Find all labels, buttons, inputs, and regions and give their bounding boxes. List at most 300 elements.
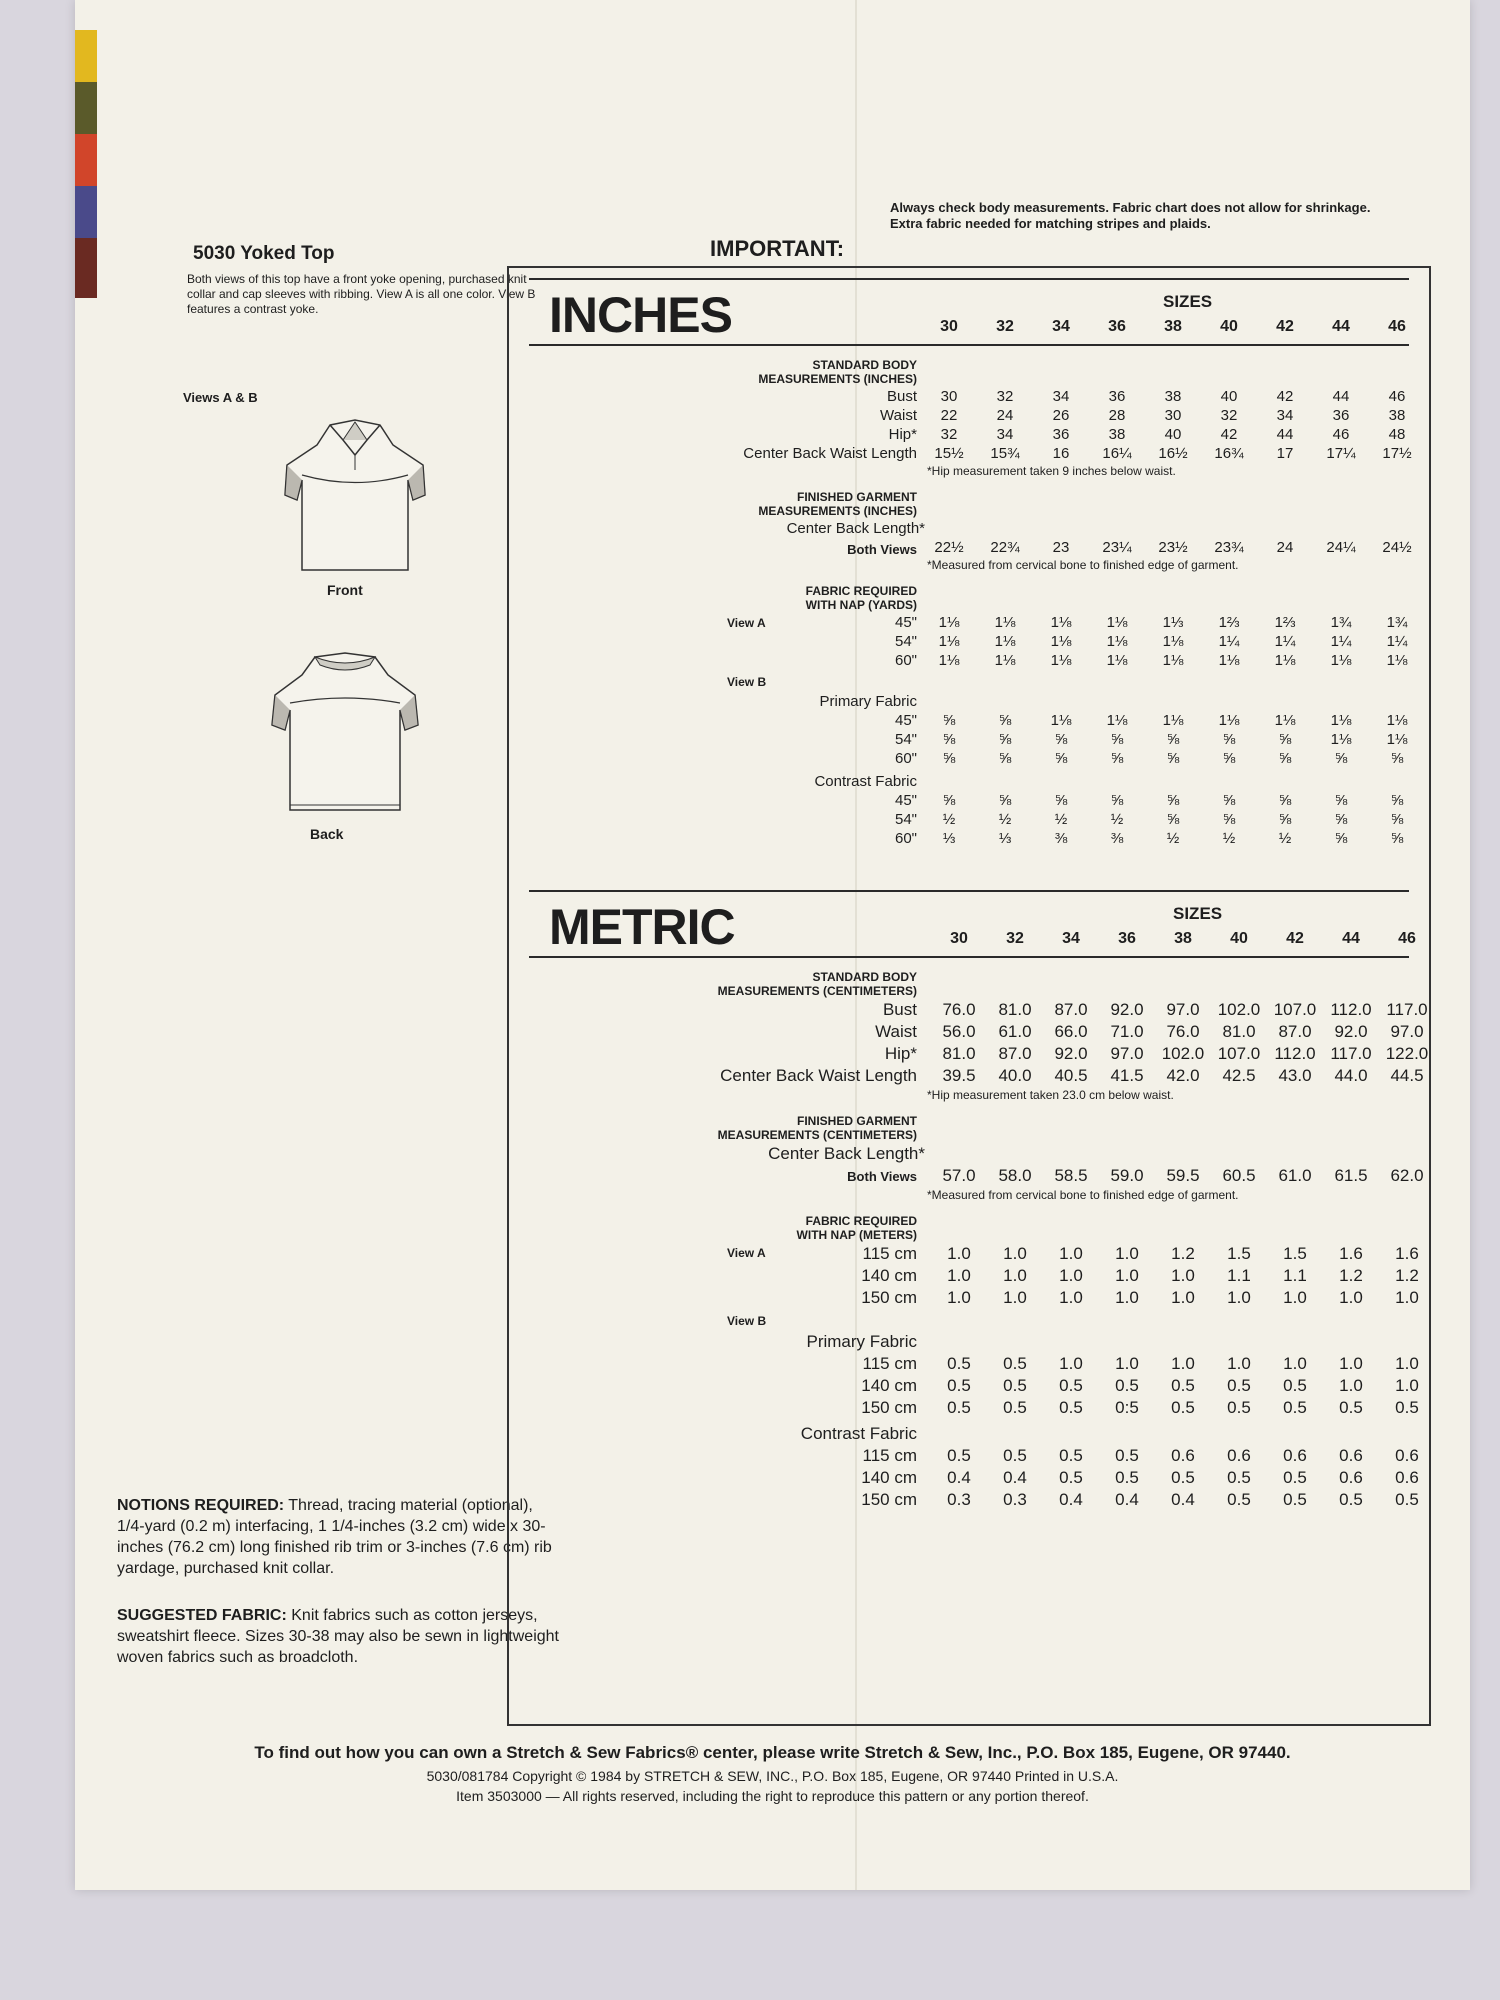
view-a-row-value: 1.0: [1003, 1288, 1027, 1307]
contrast-fabric-row-value: 0.6: [1395, 1446, 1419, 1465]
body-measurement-row-value: 122.0: [1385, 1044, 1429, 1063]
contrast-fabric-row-value: 0.5: [1227, 1490, 1251, 1509]
both-views-value: 22¾: [990, 539, 1020, 556]
primary-fabric-row-value: 1.0: [1339, 1376, 1363, 1395]
header-rule-bottom: [529, 956, 1409, 958]
body-measurement-row-value: 32: [1220, 407, 1238, 424]
primary-fabric-row-value: 0.5: [1227, 1398, 1251, 1417]
pattern-description: Both views of this top have a front yoke opening, purchased knit collar and cap sleeves with ribbing. View A is all one color. View B features a contrast yoke.: [187, 272, 536, 316]
size-header: 44: [1332, 318, 1350, 335]
view-a-row-value: 1.0: [1115, 1288, 1139, 1307]
section-title-line: STANDARD BODY: [812, 970, 917, 984]
body-measurement-row-value: 76.0: [942, 1000, 976, 1019]
body-measurement-row-value: 28: [1108, 407, 1126, 424]
primary-fabric-row-value: 0.5: [1283, 1376, 1307, 1395]
contrast-fabric-row-label: 54": [894, 811, 917, 828]
front-view-sketch: [275, 410, 435, 580]
hip-note: *Hip measurement taken 9 inches below waist.: [927, 464, 1176, 478]
primary-fabric-row-value: ⅝: [1110, 750, 1124, 767]
contrast-fabric-row-value: ⅝: [1054, 792, 1068, 809]
front-caption: Front: [327, 582, 363, 598]
contrast-fabric-row-label: 60": [894, 830, 917, 847]
both-views-value: 24: [1276, 539, 1294, 556]
body-measurement-row-label: Bust: [886, 388, 917, 405]
view-a-row-value: 1.0: [1059, 1288, 1083, 1307]
center-back-length-label: Center Back Length*: [768, 1144, 925, 1163]
size-header: 40: [1220, 318, 1238, 335]
contrast-fabric-row-value: 0.5: [1115, 1446, 1139, 1465]
contrast-fabric-row-value: ⅝: [1390, 811, 1404, 828]
standard-body-title: [509, 358, 917, 386]
pattern-title: 5030 Yoked Top: [193, 243, 335, 264]
views-label: Views A & B: [183, 390, 258, 405]
primary-fabric-row-value: 0:5: [1115, 1398, 1139, 1417]
section-title-line: FINISHED GARMENT: [797, 1114, 917, 1128]
body-measurement-row-value: 117.0: [1330, 1044, 1372, 1063]
section-title-line: FINISHED GARMENT: [797, 490, 917, 504]
view-a-row-value: 1.0: [947, 1266, 971, 1285]
primary-fabric-row-value: 0.5: [1059, 1398, 1083, 1417]
body-measurement-row-value: 34: [1276, 407, 1294, 424]
view-a-row-value: 1⅛: [938, 614, 960, 631]
fabric-required-title: [509, 584, 917, 612]
body-measurement-row-value: 46: [1388, 388, 1406, 405]
size-header: 40: [1230, 930, 1248, 947]
body-measurement-row-value: 40: [1220, 388, 1238, 405]
primary-fabric-row-value: 1⅛: [1386, 712, 1408, 729]
size-header: 36: [1118, 930, 1136, 947]
primary-fabric-row-value: ⅝: [998, 712, 1012, 729]
body-measurement-row-label: Waist: [875, 1022, 917, 1041]
contrast-fabric-row-value: 0.5: [1227, 1468, 1251, 1487]
view-a-row-value: 1⅛: [994, 633, 1016, 650]
primary-fabric-row-value: 0.5: [1115, 1376, 1139, 1395]
view-a-row-value: 1.0: [1227, 1288, 1251, 1307]
header-rule-top: [529, 890, 1409, 892]
view-a-row-value: 1⅛: [1050, 614, 1072, 631]
body-measurement-row-value: 61.0: [998, 1022, 1032, 1041]
body-measurement-row-value: 17½: [1382, 445, 1412, 462]
body-measurement-row-value: 36: [1332, 407, 1350, 424]
finished-garment-title: [509, 490, 917, 518]
body-measurement-row-value: 36: [1108, 388, 1126, 405]
contrast-fabric-row-value: ⅓: [998, 830, 1012, 847]
standard-body-title: [509, 970, 917, 998]
view-a-row-value: 1.0: [947, 1244, 971, 1263]
view-a-row-value: 1⅛: [1106, 652, 1128, 669]
primary-fabric-row-value: 1⅛: [1162, 712, 1184, 729]
body-measurement-row-value: 30: [940, 388, 958, 405]
primary-fabric-row-value: 0.5: [1227, 1376, 1251, 1395]
primary-fabric-row-value: 0.5: [1003, 1354, 1027, 1373]
center-back-length-label: Center Back Length*: [786, 520, 925, 537]
size-header: 32: [996, 318, 1014, 335]
suggested-fabric: [117, 1605, 562, 1668]
header-rule-bottom: [529, 344, 1409, 346]
body-measurement-row-value: 16½: [1158, 445, 1188, 462]
contrast-fabric-row-value: 0.4: [1059, 1490, 1083, 1509]
notions-required: [117, 1495, 562, 1579]
primary-fabric-row-value: 0.5: [1003, 1376, 1027, 1395]
body-measurement-row-value: 42.0: [1166, 1066, 1200, 1085]
contrast-fabric-row-label: 150 cm: [861, 1490, 917, 1509]
contrast-fabric-row-value: ⅝: [1278, 792, 1292, 809]
view-a-row-value: 1⅛: [994, 614, 1016, 631]
primary-fabric-row-value: ⅝: [942, 731, 956, 748]
sizes-label: SIZES: [1173, 904, 1223, 923]
view-a-row-value: 1⅛: [1162, 633, 1184, 650]
section-title-line: MEASUREMENTS (INCHES): [758, 372, 917, 386]
contrast-fabric-row-value: 0.3: [1003, 1490, 1027, 1509]
view-a-row-value: 1⅛: [1274, 652, 1296, 669]
contrast-fabric-row-value: 0.6: [1227, 1446, 1251, 1465]
body-measurement-row-value: 32: [996, 388, 1014, 405]
body-measurement-row-label: Bust: [882, 1000, 917, 1019]
primary-fabric-row-value: ⅝: [1390, 750, 1404, 767]
body-measurement-row-value: 41.5: [1110, 1066, 1144, 1085]
body-measurement-row-value: 40.5: [1054, 1066, 1088, 1085]
primary-fabric-row-label: 45": [894, 712, 917, 729]
color-band: [75, 186, 97, 246]
primary-fabric-row-value: ⅝: [942, 712, 956, 729]
primary-fabric-row-value: 1.0: [1395, 1376, 1419, 1395]
body-measurement-row-value: 97.0: [1110, 1044, 1144, 1063]
view-a-row-value: 1¼: [1274, 633, 1296, 650]
body-measurement-row-value: 56.0: [942, 1022, 976, 1041]
primary-fabric-row-label: 150 cm: [861, 1398, 917, 1417]
size-header: 34: [1052, 318, 1070, 335]
view-a-row-label: 150 cm: [861, 1288, 917, 1307]
view-a-row-value: 1.1: [1227, 1266, 1251, 1285]
body-measurement-row-value: 36: [1052, 426, 1070, 443]
both-views-value: 24¼: [1326, 539, 1356, 556]
section-title-line: WITH NAP (YARDS): [805, 598, 917, 612]
body-measurement-row-value: 112.0: [1330, 1000, 1372, 1019]
body-measurement-row-value: 15½: [934, 445, 964, 462]
measurement-chart: [507, 266, 1431, 1726]
primary-fabric-row-value: 1.0: [1339, 1354, 1363, 1373]
section-title-line: FABRIC REQUIRED: [805, 1214, 917, 1228]
primary-fabric-row-value: ⅝: [942, 750, 956, 767]
section-title-line: MEASUREMENTS (INCHES): [758, 504, 917, 518]
section-title-line: WITH NAP (METERS): [796, 1228, 917, 1242]
view-a-row-value: 1.0: [1395, 1288, 1419, 1307]
body-measurement-row-value: 87.0: [1278, 1022, 1312, 1041]
both-views-value: 61.0: [1278, 1166, 1312, 1185]
back-caption: Back: [310, 826, 344, 842]
contrast-fabric-row-value: 0.6: [1339, 1446, 1363, 1465]
size-header: 34: [1062, 930, 1080, 947]
contrast-fabric-row-value: 0.5: [1059, 1468, 1083, 1487]
both-views-value: 59.0: [1110, 1166, 1144, 1185]
primary-fabric-label: Primary Fabric: [819, 693, 917, 710]
view-a-row-value: 1.0: [947, 1288, 971, 1307]
body-measurement-row-value: 39.5: [942, 1066, 976, 1085]
contrast-fabric-row-value: 0.4: [947, 1468, 971, 1487]
view-a-row-value: 1⅛: [1330, 652, 1352, 669]
primary-fabric-row-label: 115 cm: [862, 1354, 917, 1373]
view-a-row-value: 1⅓: [1162, 614, 1184, 631]
contrast-fabric-row-value: 0.4: [1171, 1490, 1195, 1509]
sizes-label: SIZES: [1163, 292, 1213, 311]
size-header: 42: [1286, 930, 1304, 947]
size-header: 38: [1164, 318, 1182, 335]
contrast-fabric-row-value: 0.6: [1395, 1468, 1419, 1487]
primary-fabric-label: Primary Fabric: [806, 1332, 917, 1351]
primary-fabric-row-value: 1.0: [1283, 1354, 1307, 1373]
both-views-value: 24½: [1382, 539, 1412, 556]
primary-fabric-row-value: 1.0: [1171, 1354, 1195, 1373]
contrast-fabric-row-value: ½: [1222, 830, 1236, 847]
both-views-value: 62.0: [1390, 1166, 1424, 1185]
both-views-value: 23: [1052, 539, 1070, 556]
body-measurement-row-label: Hip*: [888, 426, 917, 443]
both-views-value: 60.5: [1222, 1166, 1256, 1185]
primary-fabric-row-value: 0.5: [947, 1354, 971, 1373]
contrast-fabric-row-value: 0.5: [1115, 1468, 1139, 1487]
view-a-row-value: 1.2: [1339, 1266, 1363, 1285]
contrast-fabric-row-value: ½: [1278, 830, 1292, 847]
contrast-fabric-row-value: ⅝: [1390, 792, 1404, 809]
view-a-row-value: 1.0: [1339, 1288, 1363, 1307]
body-measurement-row-value: 44.5: [1390, 1066, 1424, 1085]
view-a-row-value: 1¾: [1330, 614, 1352, 631]
contrast-fabric-row-value: 0.4: [1003, 1468, 1027, 1487]
view-a-row-value: 1⅔: [1274, 614, 1296, 631]
primary-fabric-row-value: 0.5: [947, 1398, 971, 1417]
contrast-fabric-row-value: ⅝: [1166, 811, 1180, 828]
primary-fabric-row-label: 54": [894, 731, 917, 748]
primary-fabric-row-value: 1⅛: [1386, 731, 1408, 748]
body-measurement-row-value: 26: [1052, 407, 1070, 424]
contrast-fabric-row-value: ⅝: [1334, 830, 1348, 847]
primary-fabric-row-value: 1⅛: [1218, 712, 1240, 729]
contrast-fabric-row-value: ⅓: [942, 830, 956, 847]
both-views-label: Both Views: [847, 542, 917, 557]
body-measurement-row-value: 24: [996, 407, 1014, 424]
view-a-label: View A: [727, 1246, 766, 1260]
contrast-fabric-row-value: 0.6: [1339, 1468, 1363, 1487]
body-measurement-row-value: 46: [1332, 426, 1350, 443]
size-header: 42: [1276, 318, 1294, 335]
body-measurement-row-value: 16¾: [1214, 445, 1244, 462]
contrast-fabric-row-value: 0.3: [947, 1490, 971, 1509]
contrast-fabric-row-value: ⅜: [1054, 830, 1068, 847]
both-views-value: 23½: [1158, 539, 1188, 556]
view-a-row-value: 1.0: [1003, 1244, 1027, 1263]
size-header: 30: [940, 318, 958, 335]
contrast-fabric-row-value: ½: [1110, 811, 1124, 828]
body-measurement-row-value: 40.0: [998, 1066, 1032, 1085]
primary-fabric-row-value: ⅝: [1278, 750, 1292, 767]
primary-fabric-row-value: ⅝: [1334, 750, 1348, 767]
section-title-line: FABRIC REQUIRED: [805, 584, 917, 598]
body-measurement-row-value: 87.0: [998, 1044, 1032, 1063]
view-a-row-label: 115 cm: [862, 1244, 917, 1263]
contrast-fabric-row-value: ½: [1054, 811, 1068, 828]
primary-fabric-row-value: 1.0: [1227, 1354, 1251, 1373]
view-a-row-value: 1¼: [1330, 633, 1352, 650]
footer-rights: Item 3503000 — All rights reserved, including the right to reproduce this pattern or any portion thereof.: [456, 1788, 1089, 1804]
body-measurement-row-value: 76.0: [1166, 1022, 1200, 1041]
view-a-row-value: 1.0: [1283, 1288, 1307, 1307]
both-views-value: 58.5: [1054, 1166, 1088, 1185]
body-measurement-row-value: 92.0: [1054, 1044, 1088, 1063]
view-a-row-value: 1⅛: [1386, 652, 1408, 669]
size-header: 32: [1006, 930, 1024, 947]
body-measurement-row-value: 92.0: [1110, 1000, 1144, 1019]
body-measurement-row-value: 117.0: [1386, 1000, 1428, 1019]
view-a-row-value: 1.0: [1059, 1266, 1083, 1285]
pattern-envelope-back: [75, 0, 1470, 1890]
primary-fabric-row-value: 1.0: [1115, 1354, 1139, 1373]
body-measurement-row-value: 34: [1052, 388, 1070, 405]
contrast-fabric-row-value: ½: [998, 811, 1012, 828]
primary-fabric-row-label: 140 cm: [861, 1376, 917, 1395]
primary-fabric-row-value: ⅝: [1222, 731, 1236, 748]
body-measurement-row-value: 87.0: [1054, 1000, 1088, 1019]
body-measurement-row-value: 17¼: [1326, 445, 1356, 462]
primary-fabric-row-value: ⅝: [1054, 750, 1068, 767]
body-measurement-row-value: 42.5: [1222, 1066, 1256, 1085]
body-measurement-row-label: Hip*: [884, 1044, 917, 1063]
contrast-fabric-row-value: 0.5: [1339, 1490, 1363, 1509]
primary-fabric-row-value: 0.5: [947, 1376, 971, 1395]
measured-note: *Measured from cervical bone to finished edge of garment.: [927, 558, 1239, 572]
primary-fabric-row-value: 1.0: [1059, 1354, 1083, 1373]
view-b-label: View B: [727, 1314, 767, 1328]
primary-fabric-row-value: ⅝: [1222, 750, 1236, 767]
view-a-row-value: 1.2: [1171, 1244, 1195, 1263]
size-header: 38: [1174, 930, 1192, 947]
contrast-fabric-row-value: 0.5: [1395, 1490, 1419, 1509]
hip-note: *Hip measurement taken 23.0 cm below waist.: [927, 1088, 1174, 1102]
color-band: [75, 238, 97, 298]
primary-fabric-row-value: ⅝: [998, 731, 1012, 748]
back-view-sketch: [260, 645, 430, 820]
view-a-row-value: 1.0: [1115, 1266, 1139, 1285]
body-measurement-row-value: 42: [1220, 426, 1238, 443]
primary-fabric-row-value: 0.5: [1171, 1376, 1195, 1395]
contrast-fabric-row-value: ⅝: [998, 792, 1012, 809]
body-measurement-row-value: 97.0: [1166, 1000, 1200, 1019]
size-header: 36: [1108, 318, 1126, 335]
size-header: 46: [1398, 930, 1416, 947]
section-heading: METRIC: [549, 899, 735, 955]
body-measurement-row-value: 38: [1388, 407, 1406, 424]
footer-copyright: 5030/081784 Copyright © 1984 by STRETCH & SEW, INC., P.O. Box 185, Eugene, OR 97440 Printed in U.S.A.: [426, 1768, 1119, 1784]
contrast-fabric-row-value: ⅝: [1222, 811, 1236, 828]
view-a-row-label: 140 cm: [861, 1266, 917, 1285]
body-measurement-row-value: 44: [1332, 388, 1350, 405]
both-views-value: 23¼: [1102, 539, 1132, 556]
body-measurement-row-value: 92.0: [1334, 1022, 1368, 1041]
view-a-row-value: 1⅛: [938, 652, 960, 669]
contrast-fabric-row-value: 0.6: [1283, 1446, 1307, 1465]
view-a-row-value: 1.0: [1171, 1288, 1195, 1307]
contrast-fabric-row-value: ⅝: [942, 792, 956, 809]
body-measurement-row-value: 16¼: [1102, 445, 1132, 462]
color-band: [75, 134, 97, 194]
body-measurement-row-value: 34: [996, 426, 1014, 443]
body-measurement-row-value: 102.0: [1217, 1000, 1261, 1019]
body-measurement-row-value: 44.0: [1334, 1066, 1368, 1085]
contrast-fabric-row-label: 115 cm: [862, 1446, 917, 1465]
contrast-fabric-row-value: 0.5: [1171, 1468, 1195, 1487]
view-a-row-value: 1.2: [1395, 1266, 1419, 1285]
view-a-row-value: 1.0: [1059, 1244, 1083, 1263]
primary-fabric-row-value: 1⅛: [1330, 731, 1352, 748]
contrast-fabric-label: Contrast Fabric: [814, 773, 917, 790]
contrast-fabric-row-value: 0.5: [947, 1446, 971, 1465]
body-measurement-row-value: 107.0: [1217, 1044, 1261, 1063]
body-measurement-row-value: 30: [1164, 407, 1182, 424]
body-measurement-row-value: 81.0: [1222, 1022, 1256, 1041]
contrast-fabric-row-value: 0.5: [1283, 1490, 1307, 1509]
view-a-row-value: 1⅔: [1218, 614, 1240, 631]
primary-fabric-row-value: 0.5: [1059, 1376, 1083, 1395]
primary-fabric-row-value: 0.5: [1339, 1398, 1363, 1417]
size-header: 30: [950, 930, 968, 947]
body-measurement-row-value: 38: [1108, 426, 1126, 443]
contrast-fabric-row-value: ⅝: [1390, 830, 1404, 847]
both-views-value: 57.0: [942, 1166, 976, 1185]
contrast-fabric-row-value: ⅝: [1166, 792, 1180, 809]
view-a-row-value: 1.6: [1395, 1244, 1419, 1263]
body-measurement-row-value: 81.0: [998, 1000, 1032, 1019]
view-b-label: View B: [727, 675, 767, 689]
both-views-value: 58.0: [998, 1166, 1032, 1185]
both-views-label: Both Views: [847, 1169, 917, 1184]
view-a-row-value: 1.0: [1115, 1244, 1139, 1263]
body-measurement-row-value: 66.0: [1054, 1022, 1088, 1041]
size-header: 46: [1388, 318, 1406, 335]
body-measurement-row-value: 102.0: [1161, 1044, 1205, 1063]
primary-fabric-row-value: 0.5: [1171, 1398, 1195, 1417]
view-a-row-value: 1.5: [1227, 1244, 1251, 1263]
body-measurement-row-value: 43.0: [1278, 1066, 1312, 1085]
contrast-fabric-row-value: 0.5: [1283, 1468, 1307, 1487]
body-measurement-row-value: 48: [1388, 426, 1406, 443]
contrast-fabric-row-value: 0.4: [1115, 1490, 1139, 1509]
suggested-label: SUGGESTED FABRIC:: [117, 1607, 287, 1624]
section-title-line: MEASUREMENTS (CENTIMETERS): [717, 984, 917, 998]
view-a-row-label: 60": [894, 652, 917, 669]
primary-fabric-row-label: 60": [894, 750, 917, 767]
view-a-row-value: 1⅛: [938, 633, 960, 650]
body-measurement-row-value: 42: [1276, 388, 1294, 405]
view-a-row-label: 45": [894, 614, 917, 631]
both-views-value: 22½: [934, 539, 964, 556]
body-measurement-row-label: Center Back Waist Length: [743, 445, 917, 462]
body-measurement-row-value: 112.0: [1274, 1044, 1316, 1063]
body-measurement-row-label: Center Back Waist Length: [720, 1066, 917, 1085]
view-a-row-value: 1¼: [1218, 633, 1240, 650]
primary-fabric-row-value: 1⅛: [1274, 712, 1296, 729]
contrast-fabric-row-value: 0.6: [1171, 1446, 1195, 1465]
primary-fabric-row-value: ⅝: [1110, 731, 1124, 748]
view-a-row-value: 1⅛: [1106, 614, 1128, 631]
contrast-fabric-row-value: ⅝: [1278, 811, 1292, 828]
both-views-value: 61.5: [1334, 1166, 1368, 1185]
view-a-row-value: 1⅛: [1162, 652, 1184, 669]
view-a-row-label: 54": [894, 633, 917, 650]
view-a-row-value: 1⅛: [1050, 652, 1072, 669]
view-a-row-value: 1⅛: [1050, 633, 1072, 650]
body-measurement-row-value: 22: [940, 407, 958, 424]
body-measurement-row-value: 16: [1052, 445, 1070, 462]
view-a-row-value: 1.5: [1283, 1244, 1307, 1263]
